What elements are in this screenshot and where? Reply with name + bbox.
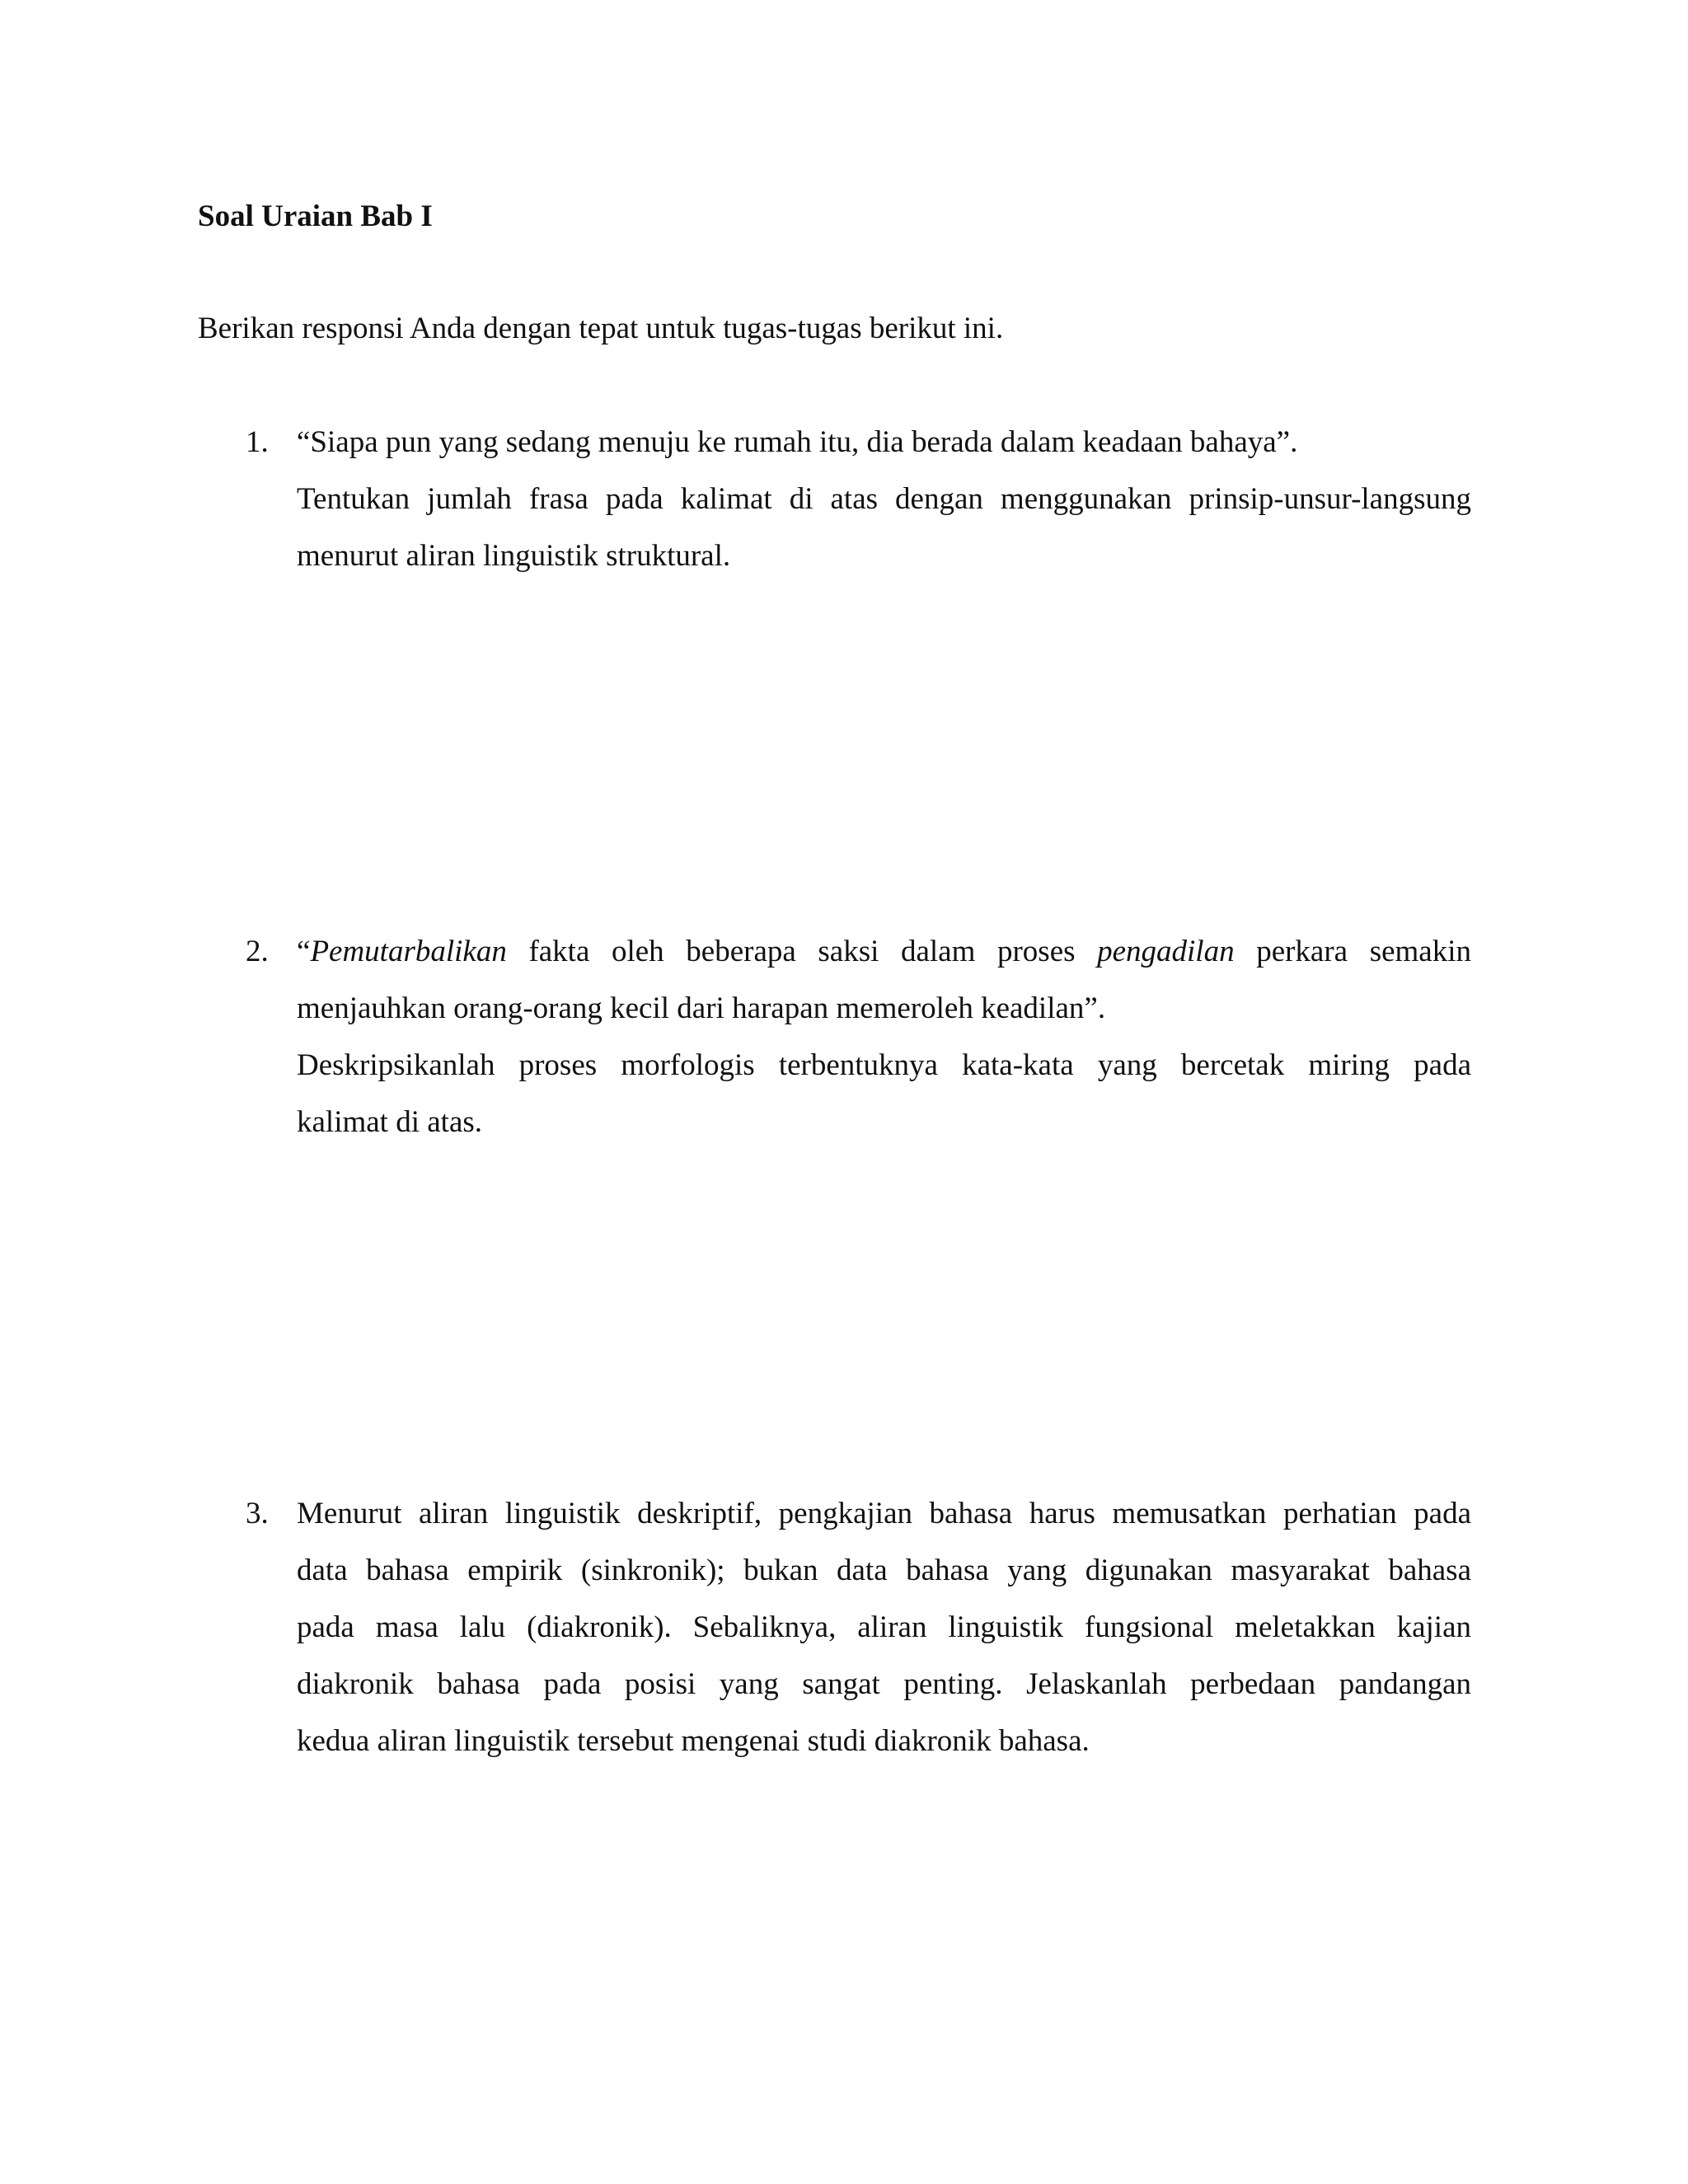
question-text-line: pada masa lalu (diakronik). Sebaliknya, aliran linguistik fungsional meletakkan kajian: [297, 1610, 1471, 1644]
question-body: [297, 923, 1471, 1151]
italic-word: pengadilan: [1097, 935, 1235, 968]
quote-segment: fakta oleh beberapa saksi dalam proses: [506, 935, 1098, 968]
open-quote: “: [297, 935, 311, 968]
question-quote-line: menjauhkan orang-orang kecil dari harapan memeroleh keadilan”.: [297, 991, 1106, 1025]
question-number: 2.: [246, 935, 269, 968]
question-number: 1.: [246, 425, 269, 459]
question-text-line: Menurut aliran linguistik deskriptif, pengkajian bahasa harus memusatkan perhatian pada: [297, 1497, 1471, 1530]
question-quote-line: [297, 923, 1471, 980]
question-text-line: Tentukan jumlah frasa pada kalimat di atas dengan menggunakan prinsip-unsur-langsung: [297, 482, 1471, 516]
quote-segment: perkara semakin: [1234, 935, 1471, 968]
question-quote: “Siapa pun yang sedang menuju ke rumah itu, dia berada dalam keadaan bahaya”.: [297, 425, 1298, 459]
question-number: 3.: [246, 1497, 269, 1530]
question-body: [297, 1485, 1471, 1769]
question-text-line: kalimat di atas.: [297, 1105, 483, 1139]
question-text-line: Deskripsikanlah proses morfologis terbentuknya kata-kata yang bercetak miring pada: [297, 1048, 1471, 1082]
question-text-line: diakronik bahasa pada posisi yang sangat penting. Jelaskanlah perbedaan pandangan: [297, 1667, 1471, 1701]
question-text-line: menurut aliran linguistik struktural.: [297, 539, 731, 573]
question-text-line: data bahasa empirik (sinkronik); bukan data bahasa yang digunakan masyarakat bahasa: [297, 1554, 1471, 1587]
page-title: Soal Uraian Bab I: [198, 199, 433, 233]
italic-word: Pemutarbalikan: [310, 935, 507, 968]
question-text-line: kedua aliran linguistik tersebut mengenai studi diakronik bahasa.: [297, 1724, 1090, 1758]
question-body: [297, 414, 1471, 584]
instruction-text: Berikan responsi Anda dengan tepat untuk tugas-tugas berikut ini.: [198, 312, 1004, 345]
